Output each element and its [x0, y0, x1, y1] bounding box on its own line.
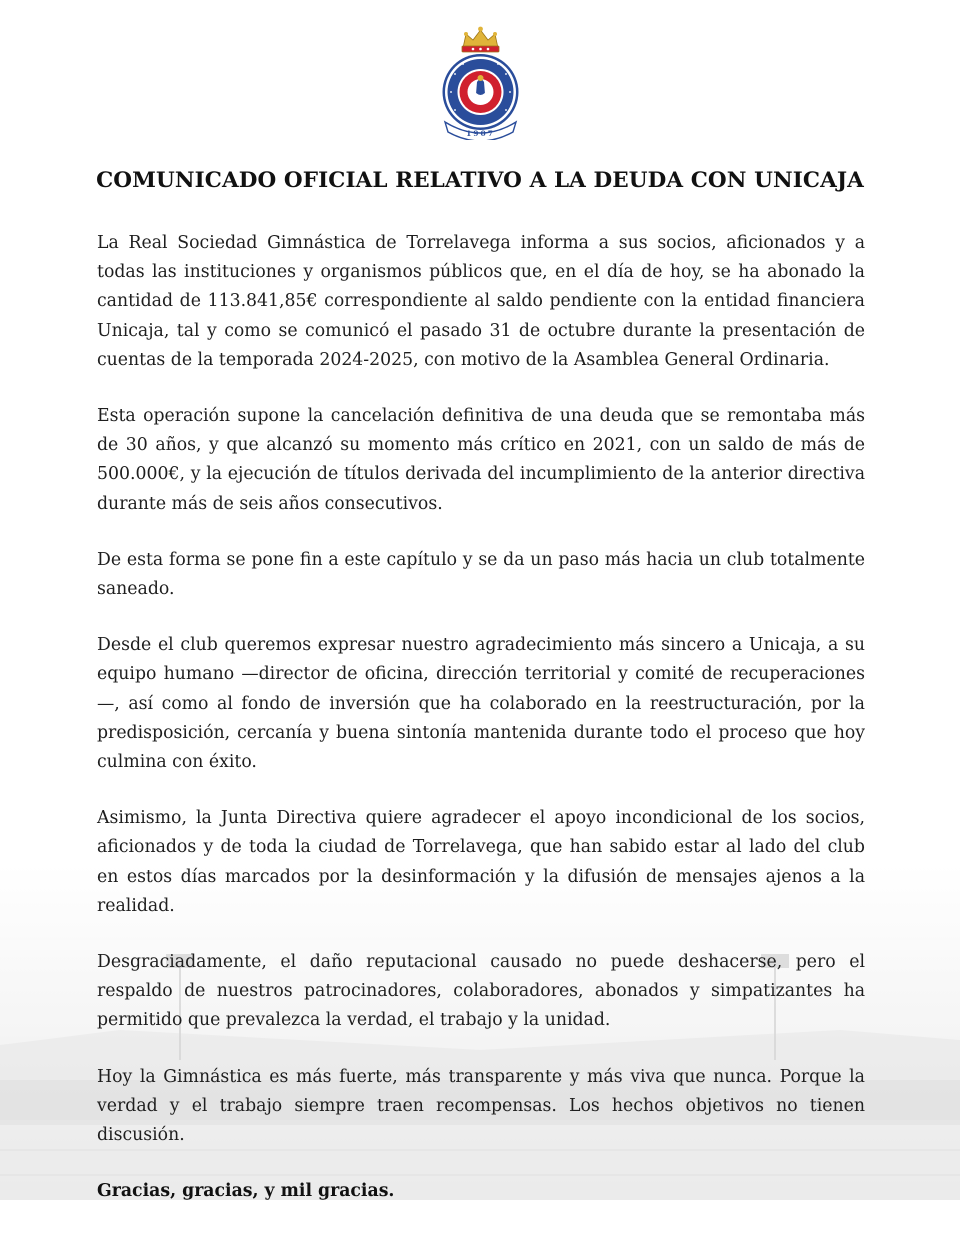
paragraph: Hoy la Gimnástica es más fuerte, más transparente y más viva que nunca. Porque la verdad y el trabajo siempre traen recompensas. Los hechos objetivos no tienen discusión.: [97, 1066, 865, 1146]
paragraph: La Real Sociedad Gimnástica de Torrelavega informa a sus socios, aficionados y a todas las instituciones y organismos públicos que, en el día de hoy, se ha abonado la cantidad de 113.841,85€ correspondiente al saldo pendiente con la entidad financiera Unicaja, tal y como se comunicó el pasado 31 de octubre durante la presentación de cuentas de la temporada 2024-2025, con motivo de la Asamblea General Ordinaria.: [97, 233, 865, 370]
club-crest-logo: [433, 22, 528, 140]
paragraph: Esta operación supone la cancelación definitiva de una deuda que se remontaba más de 30 años, y que alcanzó su momento más crítico en 2021, con un saldo de más de 500.000€, y la ejecución de títulos derivada del incumplimiento de la anterior directiva durante más de seis años consecutivos.: [97, 406, 865, 514]
page-title: COMUNICADO OFICIAL RELATIVO A LA DEUDA CON UNICAJA: [96, 168, 864, 193]
statement-body: [97, 229, 865, 1233]
paragraph: Desde el club queremos expresar nuestro agradecimiento más sincero a Unicaja, a su equipo humano —director de oficina, dirección territorial y comité de recuperaciones—, así como al fondo de inversión que ha colaborado en la reestructuración, por la predisposición, cercanía y buena sintonía mantenida durante todo el proceso que hoy culmina con éxito.: [97, 635, 865, 773]
paragraph: De esta forma se pone fin a este capítulo y se da un paso más hacia un club totalmente saneado.: [97, 549, 865, 600]
paragraph: Asimismo, la Junta Directiva quiere agradecer el apoyo incondicional de los socios, aficionados y de toda la ciudad de Torrelavega, que han sabido estar al lado del club en estos días marcados por la desinformación y la difusión de mensajes ajenos a la realidad.: [97, 808, 865, 916]
svg-text:1907: 1907: [466, 129, 495, 138]
paragraph: Desgraciadamente, el daño reputacional causado no puede deshacerse, pero el respaldo de nuestros patrocinadores, colaboradores, abonados y simpatizantes ha permitido que prevalezca la verdad, el trabajo y la unidad.: [97, 952, 865, 1031]
closing-line: Gracias, gracias, y mil gracias.: [97, 1181, 395, 1202]
crown-icon: [462, 27, 499, 52]
